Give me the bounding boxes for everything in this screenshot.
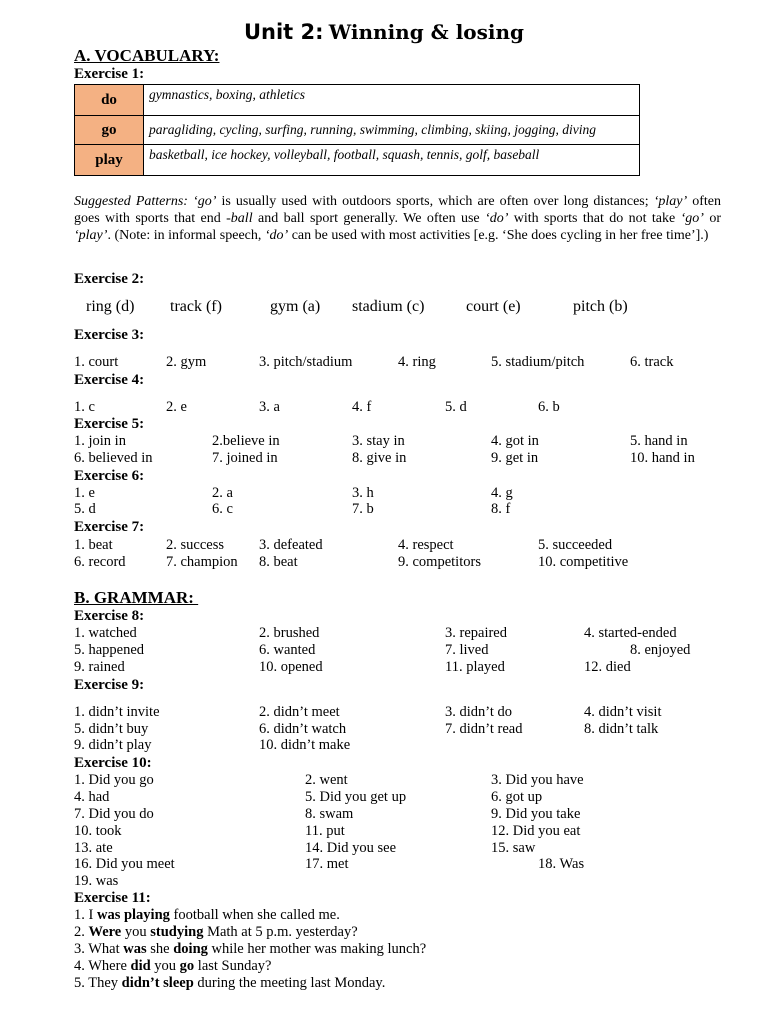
sentence-text: you [121,924,151,940]
answer-item: 2. e [166,399,187,415]
exercise-10-row [0,789,768,807]
answer-item: 4. ring [398,354,436,370]
answer-verb: was playing [96,907,170,923]
pattern-text-run: ‘play’ [74,228,108,243]
answer-item: 2. went [305,772,348,788]
answer-item: 14. Did you see [305,840,397,856]
sentence-text: last Sunday? [194,958,272,974]
answer-item: 3. pitch/stadium [259,354,353,370]
exercise-11-sentence [74,958,272,975]
exercise-7-row [0,554,768,572]
sentence-text: 2. [74,924,89,940]
exercise-3-answers [0,354,768,372]
answer-verb: doing [173,941,208,957]
answer-item: 6. didn’t watch [259,721,347,737]
exercise-8-row [0,642,768,660]
answer-item: 2. gym [166,354,207,370]
answer-item: 2. brushed [259,625,320,641]
pattern-text-run: ‘play’ [653,194,688,209]
sentence-text: 5. They [74,975,122,991]
answer-item: gym (a) [270,298,321,315]
answer-item: 8. swam [305,806,354,822]
answer-item: 16. Did you meet [74,856,175,872]
exercise-5-row [0,450,768,468]
answer-item: 3. a [259,399,280,415]
answer-item: 3. h [352,485,374,501]
exercise-2-answers [0,298,768,316]
answer-verb: Were [88,924,122,940]
answer-item: 3. Did you have [491,772,584,788]
answer-item: 1. watched [74,625,137,641]
answer-item: 19. was [74,873,119,889]
sentence-text: you [150,958,180,974]
answer-item: 5. succeeded [538,537,613,553]
answer-item: 3. defeated [259,537,323,553]
vocab-value: gymnastics, boxing, athletics [144,85,640,116]
answer-item: 9. rained [74,659,125,675]
exercise-8-label: Exercise 8: [74,608,145,624]
answer-item: 2. a [212,485,233,501]
answer-verb: go [179,958,195,974]
pattern-text-run: and ball sport generally. We often use [252,211,486,226]
answer-item: 10. took [74,823,122,839]
answer-item: 8. enjoyed [630,642,691,658]
answer-item: 6. b [538,399,560,415]
pattern-text-run: ‘go’ [193,194,217,209]
exercise-6-row [0,501,768,519]
answer-item: 17. met [305,856,349,872]
answer-item: 4. g [491,485,513,501]
exercise-10-row [0,856,768,874]
answer-item: 11. put [305,823,345,839]
exercise-4-label: Exercise 4: [74,372,145,388]
answer-item: 6. believed in [74,450,153,466]
title-unit: Unit 2: [243,20,324,44]
vocab-key: play [75,145,144,176]
sentence-text: Math at 5 p.m. yesterday? [203,924,358,940]
answer-item: 4. didn’t visit [584,704,662,720]
answer-item: 1. Did you go [74,772,154,788]
answer-item: 5. d [74,501,96,517]
exercise-6-label: Exercise 6: [74,468,145,484]
exercise-9-label: Exercise 9: [74,677,145,693]
sentence-text: during the meeting last Monday. [193,975,386,991]
sentence-text: 3. What [74,941,124,957]
exercise-11-label: Exercise 11: [74,890,151,906]
exercise-11-sentence [74,924,358,941]
answer-item: 10. didn’t make [259,737,351,753]
answer-item: 7. lived [445,642,489,658]
vocab-row-go [75,116,640,145]
title-topic: Winning & losing [328,20,525,44]
answer-item: 6. track [630,354,674,370]
exercise-10-row [0,806,768,824]
answer-item: 7. b [352,501,374,517]
pattern-text-run: -ball [226,211,253,226]
exercise-10-row [0,772,768,790]
exercise-9-row [0,704,768,722]
vocab-key: go [75,116,144,145]
answer-item: 1. court [74,354,119,370]
exercise-11-sentence [74,975,385,992]
exercise-11-sentence [74,907,340,924]
answer-item: 10. hand in [630,450,695,466]
answer-item: 7. joined in [212,450,278,466]
vocab-row-do [75,85,640,116]
answer-item: 18. Was [538,856,585,872]
pattern-text-run: can be used with most activities [e.g. ‘She does cycling in her free time’].) [288,228,709,243]
vocab-value: basketball, ice hockey, volleyball, football, squash, tennis, golf, baseball [144,145,640,176]
answer-item: 5. Did you get up [305,789,407,805]
answer-item: 4. had [74,789,110,805]
sentence-text: 1. I [74,907,97,923]
answer-item: 10. opened [259,659,323,675]
answer-item: 13. ate [74,840,113,856]
suggested-patterns-note [74,193,721,244]
answer-item: 8. beat [259,554,298,570]
exercise-4-answers [0,399,768,417]
answer-item: ring (d) [86,298,135,315]
answer-item: pitch (b) [573,298,628,315]
answer-item: stadium (c) [352,298,425,315]
vocab-row-play [75,145,640,176]
vocab-table [74,84,640,176]
exercise-10-row [0,823,768,841]
vocab-value: paragliding, cycling, surfing, running, swimming, climbing, skiing, jogging, diving [144,116,640,145]
answer-item: 7. Did you do [74,806,154,822]
answer-item: track (f) [170,298,222,315]
exercise-5-label: Exercise 5: [74,416,145,432]
answer-item: 4. started-ended [584,625,677,641]
answer-item: 8. give in [352,450,407,466]
answer-item: 7. didn’t read [445,721,523,737]
page-title [0,20,768,45]
pattern-text-run: with sports that do not take [508,211,681,226]
sentence-text: 4. Where [74,958,131,974]
answer-item: 7. champion [166,554,238,570]
pattern-text-run: ‘do’ [264,228,289,243]
sentence-text: football when she called me. [169,907,340,923]
answer-item: 10. competitive [538,554,629,570]
answer-item: 1. beat [74,537,113,553]
answer-item: 6. wanted [259,642,316,658]
answer-item: 5. happened [74,642,145,658]
answer-item: 1. e [74,485,95,501]
answer-item: 5. didn’t buy [74,721,149,737]
answer-item: 9. get in [491,450,539,466]
answer-item: 12. Did you eat [491,823,581,839]
answer-item: 15. saw [491,840,536,856]
answer-item: 11. played [445,659,505,675]
exercise-5-row [0,433,768,451]
answer-item: 2.believe in [212,433,280,449]
section-b-heading: B. GRAMMAR: [74,588,199,607]
answer-item: 9. didn’t play [74,737,152,753]
answer-item: 8. f [491,501,511,517]
exercise-8-row [0,659,768,677]
answer-item: 6. c [212,501,233,517]
exercise-10-label: Exercise 10: [74,755,152,771]
answer-verb: didn’t sleep [121,975,194,991]
sentence-text: while her mother was making lunch? [207,941,427,957]
exercise-11-sentence [74,941,426,958]
answer-verb: was [123,941,147,957]
exercise-7-label: Exercise 7: [74,519,145,535]
section-a-heading: A. VOCABULARY: [74,46,220,65]
exercise-3-label: Exercise 3: [74,327,145,343]
answer-item: 9. competitors [398,554,481,570]
answer-item: 2. didn’t meet [259,704,340,720]
answer-item: 4. got in [491,433,539,449]
answer-item: 1. didn’t invite [74,704,160,720]
answer-item: 3. repaired [445,625,507,641]
answer-item: 5. hand in [630,433,688,449]
answer-item: 5. stadium/pitch [491,354,585,370]
pattern-text-run: ‘do’ [485,211,509,226]
exercise-10-row [0,873,768,891]
answer-item: 2. success [166,537,224,553]
answer-item: 3. didn’t do [445,704,512,720]
pattern-text-run: Suggested Patterns: [74,194,194,209]
answer-item: 6. got up [491,789,543,805]
pattern-text-run: or [703,211,721,226]
answer-item: 1. join in [74,433,126,449]
exercise-1-label: Exercise 1: [74,66,145,82]
pattern-text-run: . (Note: in informal speech, [107,228,265,243]
exercise-8-row [0,625,768,643]
exercise-7-row [0,537,768,555]
answer-item: 4. respect [398,537,454,553]
answer-item: court (e) [466,298,521,315]
answer-item: 12. died [584,659,631,675]
answer-item: 4. f [352,399,372,415]
vocab-key: do [75,85,144,116]
answer-item: 5. d [445,399,467,415]
answer-item: 6. record [74,554,126,570]
exercise-9-row [0,737,768,755]
pattern-text-run: is usually used with outdoors sports, which are often over long distances; [216,194,654,209]
pattern-text-run: ‘go’ [680,211,704,226]
answer-verb: studying [150,924,204,940]
exercise-2-label: Exercise 2: [74,271,145,287]
sentence-text: she [146,941,174,957]
answer-item: 3. stay in [352,433,405,449]
pattern-text-run: often goes with sports that end [74,194,722,226]
answer-item: 8. didn’t talk [584,721,659,737]
answer-item: 1. c [74,399,95,415]
answer-item: 9. Did you take [491,806,581,822]
answer-verb: did [130,958,151,974]
